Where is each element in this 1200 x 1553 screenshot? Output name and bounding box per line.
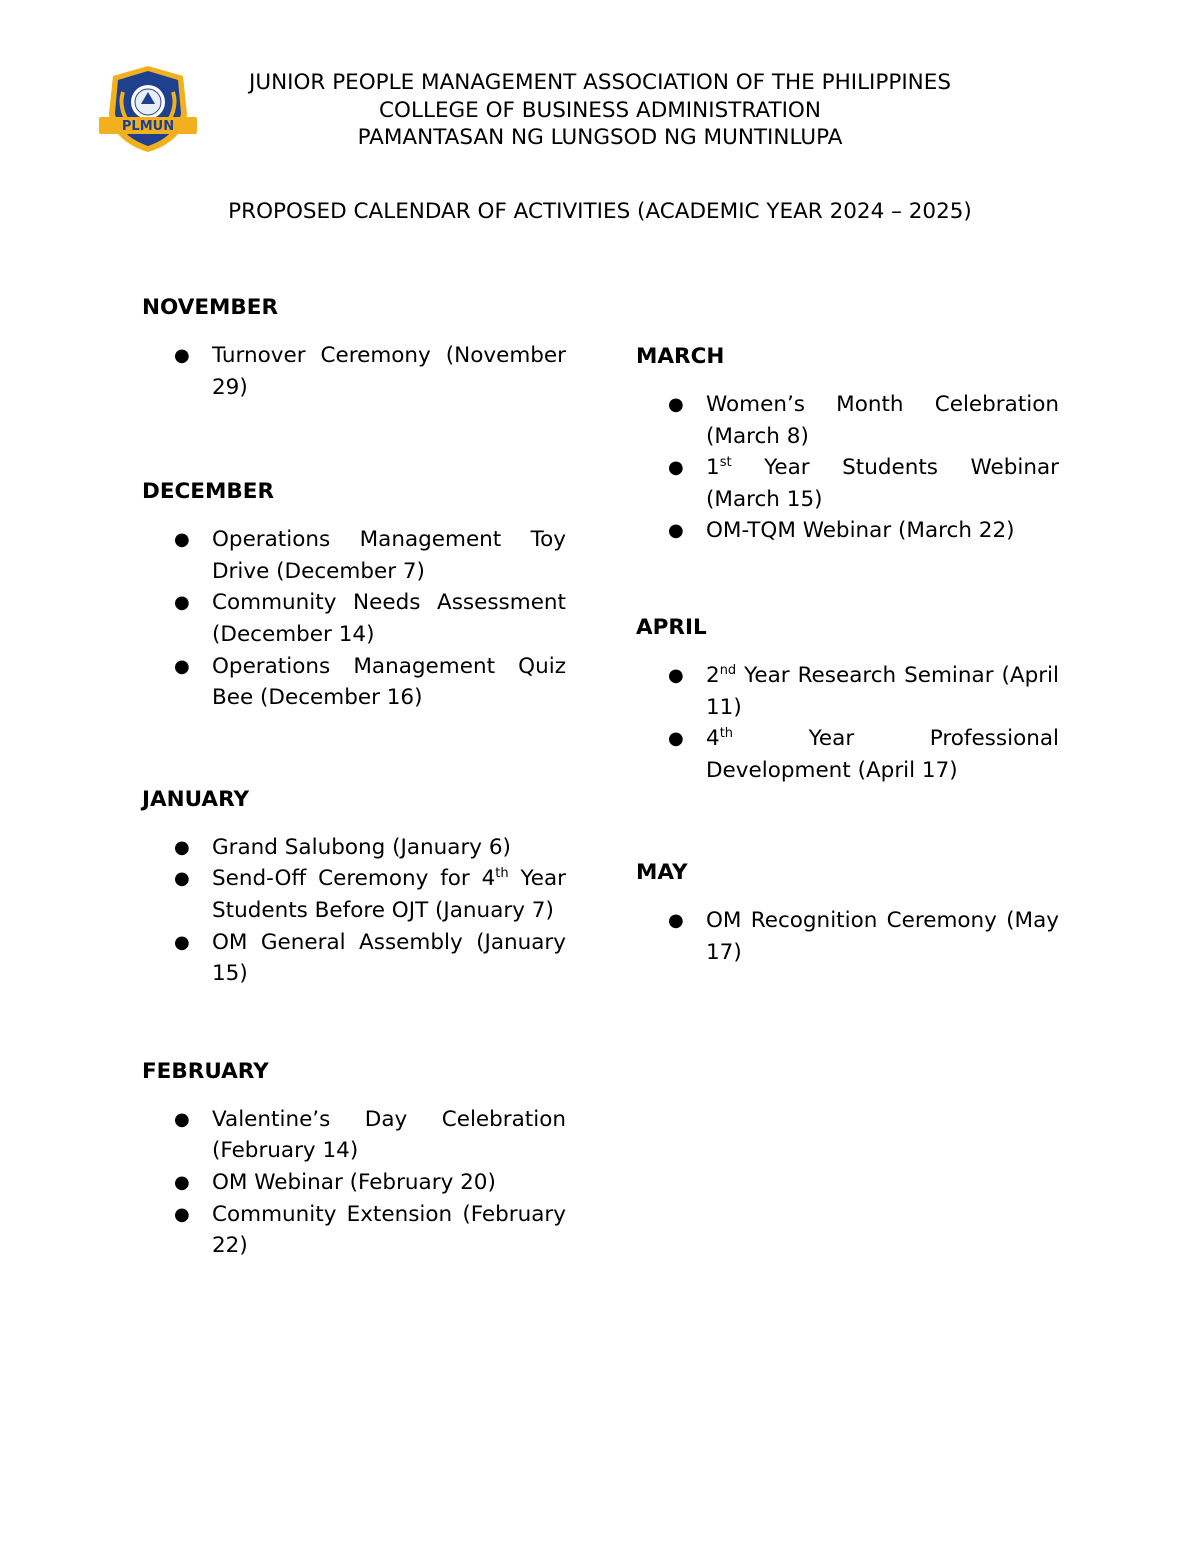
activity-item <box>142 524 566 587</box>
activity-item <box>636 660 1059 723</box>
activity-item <box>636 452 1059 515</box>
ordinal-suffix: th <box>719 726 734 741</box>
month-heading: NOVEMBER <box>142 295 279 320</box>
activity-item <box>142 1167 566 1199</box>
document-header <box>0 69 1200 152</box>
activity-item <box>142 1199 566 1262</box>
activity-item <box>142 651 566 714</box>
month-section-november <box>142 292 566 403</box>
activity-text: Women’s Month Celebration (March 8) <box>706 392 1059 449</box>
month-heading: MARCH <box>636 344 725 369</box>
bullet-icon: ● <box>174 868 190 890</box>
activity-text: Community Extension (February 22) <box>212 1201 566 1259</box>
bullet-icon: ● <box>174 655 190 677</box>
activity-item <box>142 927 566 990</box>
bullet-icon: ● <box>668 728 684 750</box>
logo-text: PLMUN <box>121 119 175 134</box>
month-heading: JANUARY <box>142 786 250 812</box>
left-column <box>142 292 566 1262</box>
month-section-december <box>142 476 566 714</box>
month-heading: DECEMBER <box>142 479 275 505</box>
activity-item <box>636 905 1059 968</box>
activity-text-suffix: Year Research Seminar (April 11) <box>706 662 1059 720</box>
document-title: PROPOSED CALENDAR OF ACTIVITIES (ACADEMIC YEAR 2024 – 2025) <box>228 199 972 224</box>
header-line-2: COLLEGE OF BUSINESS ADMINISTRATION <box>379 97 821 123</box>
month-heading: FEBRUARY <box>142 1058 269 1084</box>
activity-text-prefix: Send-Off Ceremony for 4 <box>212 866 496 892</box>
activity-item <box>142 587 566 650</box>
activity-item <box>636 389 1059 452</box>
bullet-icon: ● <box>174 1171 190 1193</box>
bullet-icon: ● <box>174 836 190 858</box>
activity-text: Valentine’s Day Celebration (February 14) <box>212 1106 566 1164</box>
ordinal-suffix: th <box>495 866 509 882</box>
activity-list <box>142 1104 566 1262</box>
activity-item <box>142 832 566 864</box>
activity-text: Operations Management Toy Drive (December 7) <box>212 527 566 584</box>
activity-list <box>142 524 566 714</box>
activity-text-prefix: 1 <box>706 455 720 481</box>
month-heading: APRIL <box>636 614 707 640</box>
activity-text: OM Recognition Ceremony (May 17) <box>706 908 1059 965</box>
month-section-march <box>636 341 1059 547</box>
header-line-1: JUNIOR PEOPLE MANAGEMENT ASSOCIATION OF THE PHILIPPINES <box>249 70 951 95</box>
activity-text: OM Webinar (February 20) <box>212 1169 496 1195</box>
activity-text-prefix: 2 <box>706 662 720 688</box>
activity-text: Turnover Ceremony (November 29) <box>212 343 566 400</box>
bullet-icon: ● <box>174 931 190 953</box>
activity-item <box>636 723 1059 786</box>
activity-text: Operations Management Quiz Bee (December 16) <box>212 653 566 711</box>
bullet-icon: ● <box>668 520 684 542</box>
activity-item <box>636 515 1059 547</box>
right-column <box>636 341 1059 969</box>
activity-item <box>142 863 566 926</box>
month-section-february <box>142 1056 566 1262</box>
bullet-icon: ● <box>668 664 684 686</box>
activity-text-prefix: 4 <box>706 726 720 752</box>
month-heading: MAY <box>636 860 688 886</box>
activity-list <box>142 832 566 990</box>
activity-text: OM General Assembly (January 15) <box>212 929 566 987</box>
activity-list <box>636 389 1059 547</box>
bullet-icon: ● <box>174 529 190 551</box>
activity-list <box>636 905 1059 968</box>
bullet-icon: ● <box>174 592 190 614</box>
header-line-3: PAMANTASAN NG LUNGSOD NG MUNTINLUPA <box>357 125 843 150</box>
activity-text: Community Needs Assessment (December 14) <box>212 590 566 647</box>
activity-text-suffix: Year Professional Development (April 17) <box>706 726 1059 783</box>
activity-item <box>142 340 566 403</box>
bullet-icon: ● <box>174 345 190 366</box>
activity-text: OM-TQM Webinar (March 22) <box>706 518 1015 544</box>
month-section-january <box>142 784 566 990</box>
activity-list <box>636 660 1059 786</box>
activity-text-suffix: Year Students Webinar (March 15) <box>706 455 1059 512</box>
bullet-icon: ● <box>174 1203 190 1225</box>
activity-list <box>142 340 566 403</box>
bullet-icon: ● <box>668 394 684 415</box>
month-section-april <box>636 612 1059 786</box>
month-section-may <box>636 857 1059 968</box>
bullet-icon: ● <box>668 910 684 932</box>
ordinal-suffix: st <box>719 455 732 471</box>
activity-item <box>142 1104 566 1167</box>
ordinal-suffix: nd <box>719 662 737 678</box>
activity-text-suffix: Year Students Before OJT (January 7) <box>212 866 566 923</box>
bullet-icon: ● <box>174 1108 190 1130</box>
bullet-icon: ● <box>668 457 684 479</box>
activity-text: Grand Salubong (January 6) <box>212 834 511 860</box>
